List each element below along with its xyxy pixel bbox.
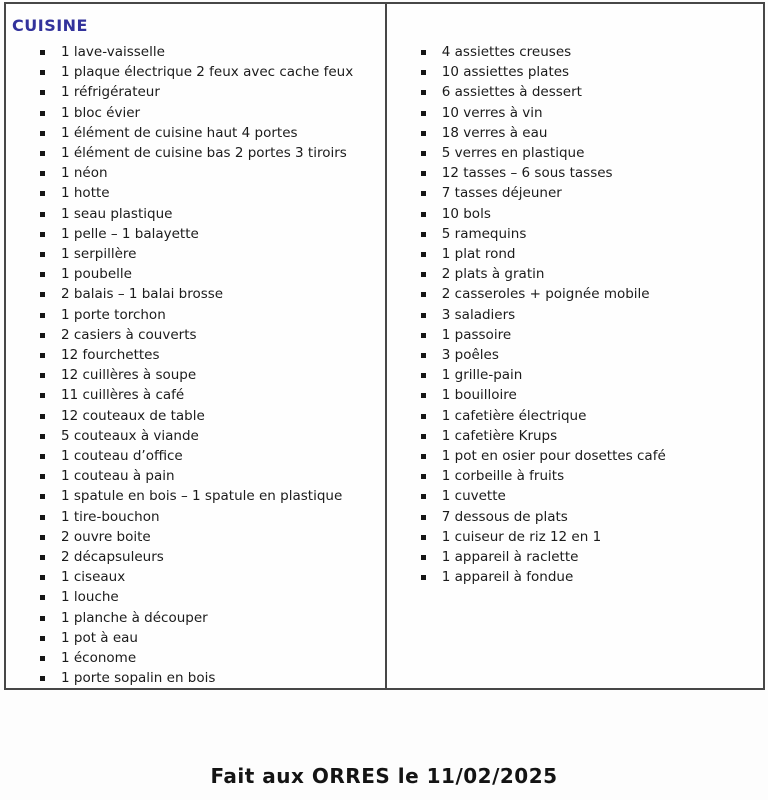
list-item-text: 1 élément de cuisine bas 2 portes 3 tiroirs	[61, 145, 347, 162]
list-item-text: 12 couteaux de table	[61, 407, 205, 424]
list-item	[6, 163, 385, 183]
bullet-square-icon	[421, 50, 426, 55]
list-item-text: 1 bouilloire	[441, 387, 517, 404]
list-item-text: 12 tasses – 6 sous tasses	[441, 165, 613, 182]
list-item-text: 1 cuvette	[441, 488, 506, 505]
list-item-text: 2 casseroles + poignée mobile	[441, 286, 650, 303]
list-item-text: 1 néon	[61, 165, 108, 182]
list-item	[387, 284, 763, 304]
bullet-square-icon	[421, 212, 426, 217]
list-item	[6, 446, 385, 466]
bullet-square-icon	[421, 414, 426, 419]
list-item-text: 5 ramequins	[441, 225, 527, 242]
list-item-text: 1 appareil à raclette	[441, 549, 579, 566]
bullet-square-icon	[40, 111, 45, 116]
list-item-text: 1 couteau d’office	[61, 448, 183, 465]
bullet-square-icon	[421, 70, 426, 75]
list-item-text: 1 pelle – 1 balayette	[61, 225, 199, 242]
list-item	[387, 486, 763, 506]
item-list-right	[387, 42, 763, 587]
bullet-square-icon	[40, 353, 45, 358]
list-item-text: 10 verres à vin	[441, 104, 543, 121]
list-item-text: 11 cuillères à café	[61, 387, 185, 404]
bullet-square-icon	[421, 313, 426, 318]
list-item-text: 1 pot à eau	[61, 629, 138, 646]
bullet-square-icon	[421, 171, 426, 176]
list-item	[6, 385, 385, 405]
list-item	[6, 648, 385, 668]
list-item-text: 1 lave-vaisselle	[61, 44, 165, 60]
list-item	[387, 507, 763, 527]
inventory-column-right	[387, 4, 763, 688]
list-item-text: 10 assiettes plates	[441, 64, 570, 81]
list-item	[6, 62, 385, 82]
bullet-square-icon	[421, 232, 426, 237]
list-item	[6, 426, 385, 446]
bullet-square-icon	[40, 313, 45, 318]
list-item-text: 1 serpillère	[61, 246, 137, 263]
bullet-square-icon	[421, 555, 426, 560]
list-item-text: 7 dessous de plats	[441, 508, 568, 525]
list-item	[387, 527, 763, 547]
bullet-square-icon	[421, 373, 426, 378]
inventory-table	[4, 2, 765, 690]
list-item-text: 5 couteaux à viande	[61, 427, 199, 444]
list-item	[387, 305, 763, 325]
bullet-square-icon	[421, 131, 426, 136]
list-item-text: 1 pot en osier pour dosettes café	[441, 448, 666, 465]
bullet-square-icon	[421, 454, 426, 459]
bullet-square-icon	[421, 535, 426, 540]
list-item	[387, 204, 763, 224]
list-item-text: 2 balais – 1 balai brosse	[61, 286, 224, 303]
list-item	[387, 103, 763, 123]
list-item	[387, 163, 763, 183]
bullet-square-icon	[40, 272, 45, 277]
list-item-text: 1 réfrigérateur	[61, 84, 160, 101]
list-item	[6, 547, 385, 567]
list-item	[387, 123, 763, 143]
list-item	[6, 284, 385, 304]
list-item-text: 3 saladiers	[441, 306, 516, 323]
list-item-text: 10 bols	[441, 205, 491, 222]
list-item-text: 1 cafetière électrique	[441, 407, 587, 424]
list-item-text: 1 planche à découper	[61, 609, 208, 626]
bullet-square-icon	[40, 191, 45, 196]
list-item-text: 1 louche	[61, 589, 119, 606]
list-item	[387, 567, 763, 587]
list-item	[387, 62, 763, 82]
bullet-square-icon	[40, 252, 45, 257]
list-item	[6, 466, 385, 486]
list-item-text: 1 porte torchon	[61, 306, 166, 323]
list-item	[6, 406, 385, 426]
list-item	[387, 224, 763, 244]
list-item-text: 12 fourchettes	[61, 347, 160, 364]
list-item	[6, 567, 385, 587]
list-item	[6, 224, 385, 244]
bullet-square-icon	[40, 70, 45, 75]
bullet-square-icon	[421, 272, 426, 277]
bullet-square-icon	[421, 393, 426, 398]
bullet-square-icon	[421, 333, 426, 338]
list-item	[6, 244, 385, 264]
list-item-text: 1 corbeille à fruits	[441, 468, 565, 485]
list-item-text: 1 bloc évier	[61, 104, 141, 121]
list-item-text: 1 hotte	[61, 185, 110, 202]
list-item	[387, 183, 763, 203]
list-item-text: 2 ouvre boite	[61, 528, 151, 545]
bullet-square-icon	[421, 151, 426, 156]
bullet-square-icon	[40, 212, 45, 217]
bullet-square-icon	[421, 515, 426, 520]
list-item	[387, 385, 763, 405]
bullet-square-icon	[40, 50, 45, 55]
list-item	[387, 547, 763, 567]
list-item	[6, 507, 385, 527]
bullet-square-icon	[40, 494, 45, 499]
list-item	[6, 305, 385, 325]
list-item	[6, 42, 385, 62]
list-item-text: 1 couteau à pain	[61, 468, 175, 485]
list-item	[6, 264, 385, 284]
list-item	[387, 446, 763, 466]
section-heading: CUISINE	[12, 16, 88, 35]
list-item-text: 7 tasses déjeuner	[441, 185, 562, 202]
list-item	[387, 406, 763, 426]
bullet-square-icon	[421, 494, 426, 499]
list-item-text: 1 seau plastique	[61, 205, 173, 222]
bullet-square-icon	[421, 575, 426, 580]
list-item	[6, 486, 385, 506]
list-item	[387, 42, 763, 62]
bullet-square-icon	[40, 171, 45, 176]
list-item-text: 3 poêles	[441, 347, 499, 364]
bullet-square-icon	[421, 292, 426, 297]
list-item	[6, 123, 385, 143]
list-item	[387, 264, 763, 284]
bullet-square-icon	[40, 555, 45, 560]
list-item-text: 1 plat rond	[441, 246, 516, 263]
bullet-square-icon	[421, 353, 426, 358]
bullet-square-icon	[40, 676, 45, 681]
list-item-text: 1 cuiseur de riz 12 en 1	[441, 528, 602, 545]
list-item	[387, 365, 763, 385]
bullet-square-icon	[40, 515, 45, 520]
list-item	[6, 608, 385, 628]
list-item	[387, 143, 763, 163]
list-item-text: 1 poubelle	[61, 266, 132, 283]
list-item	[387, 325, 763, 345]
bullet-square-icon	[40, 151, 45, 156]
list-item	[6, 527, 385, 547]
list-item-text: 1 porte sopalin en bois	[61, 670, 216, 687]
bullet-square-icon	[40, 454, 45, 459]
list-item-text: 12 cuillères à soupe	[61, 367, 197, 384]
list-item-text: 2 casiers à couverts	[61, 326, 197, 343]
list-item-text: 18 verres à eau	[441, 124, 548, 141]
bullet-square-icon	[40, 595, 45, 600]
bullet-square-icon	[421, 252, 426, 257]
list-item	[387, 244, 763, 264]
bullet-square-icon	[421, 191, 426, 196]
list-item	[6, 183, 385, 203]
bullet-square-icon	[40, 131, 45, 136]
list-item-text: 1 passoire	[441, 326, 512, 343]
bullet-square-icon	[40, 636, 45, 641]
bullet-square-icon	[40, 474, 45, 479]
list-item-text: 1 économe	[61, 650, 137, 667]
list-item-text: 2 décapsuleurs	[61, 549, 164, 566]
list-item	[6, 668, 385, 688]
bullet-square-icon	[421, 111, 426, 116]
list-item-text: 1 appareil à fondue	[441, 569, 574, 586]
bullet-square-icon	[40, 535, 45, 540]
bullet-square-icon	[421, 90, 426, 95]
item-list-left	[6, 42, 385, 688]
bullet-square-icon	[40, 414, 45, 419]
list-item-text: 1 plaque électrique 2 feux avec cache feux	[61, 64, 354, 81]
list-item	[6, 204, 385, 224]
list-item	[6, 143, 385, 163]
bullet-square-icon	[40, 575, 45, 580]
footer-date-line: Fait aux ORRES le 11/02/2025	[210, 764, 558, 788]
bullet-square-icon	[421, 434, 426, 439]
bullet-square-icon	[40, 333, 45, 338]
bullet-square-icon	[40, 232, 45, 237]
list-item-text: 5 verres en plastique	[441, 145, 585, 162]
bullet-square-icon	[40, 616, 45, 621]
list-item-text: 1 spatule en bois – 1 spatule en plastique	[61, 488, 343, 505]
list-item-text: 1 tire-bouchon	[61, 508, 160, 525]
bullet-square-icon	[40, 90, 45, 95]
list-item	[6, 365, 385, 385]
inventory-column-left	[6, 4, 387, 688]
bullet-square-icon	[40, 373, 45, 378]
list-item-text: 6 assiettes à dessert	[441, 84, 582, 101]
list-item-text: 1 ciseaux	[61, 569, 126, 586]
list-item-text: 1 cafetière Krups	[441, 427, 558, 444]
list-item	[387, 82, 763, 102]
list-item	[6, 103, 385, 123]
bullet-square-icon	[40, 656, 45, 661]
bullet-square-icon	[40, 393, 45, 398]
list-item	[387, 345, 763, 365]
bullet-square-icon	[40, 434, 45, 439]
bullet-square-icon	[40, 292, 45, 297]
bullet-square-icon	[421, 474, 426, 479]
list-item	[6, 325, 385, 345]
list-item	[6, 82, 385, 102]
list-item-text: 4 assiettes creuses	[441, 44, 572, 60]
list-item	[387, 426, 763, 446]
list-item-text: 1 élément de cuisine haut 4 portes	[61, 124, 298, 141]
list-item	[387, 466, 763, 486]
list-item	[6, 587, 385, 607]
list-item	[6, 628, 385, 648]
list-item-text: 1 grille-pain	[441, 367, 523, 384]
list-item-text: 2 plats à gratin	[441, 266, 545, 283]
list-item	[6, 345, 385, 365]
